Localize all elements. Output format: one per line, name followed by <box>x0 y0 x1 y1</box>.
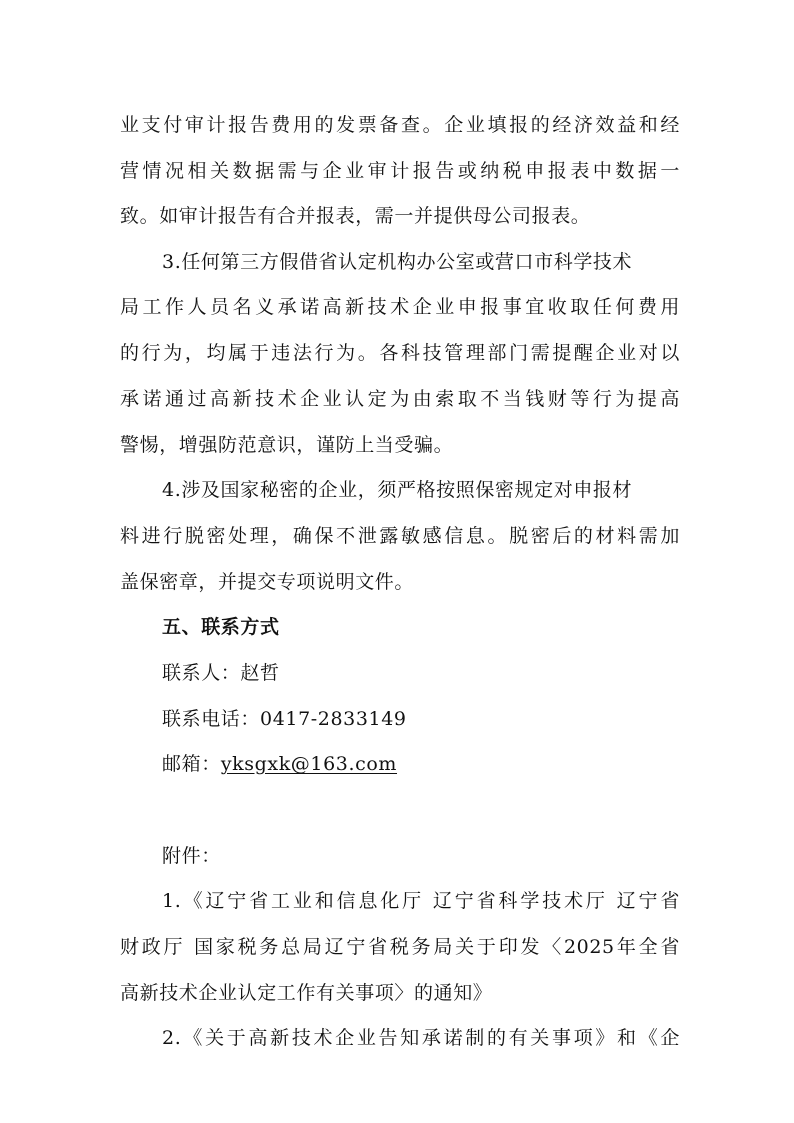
attachments-heading: 附件： <box>162 845 221 867</box>
paragraph-line: 盖保密章，并提交专项说明文件。 <box>120 571 415 593</box>
paragraph-line: 3.任何第三方假借省认定机构办公室或营口市科学技术 <box>162 251 633 273</box>
attachment-line: 1.《辽宁省工业和信息化厅 辽宁省科学技术厅 辽宁省 <box>162 890 680 912</box>
paragraph-line: 业支付审计报告费用的发票备查。企业填报的经济效益和经 <box>120 114 680 136</box>
contact-email-row <box>162 752 562 776</box>
email-label: 邮箱： <box>162 753 221 775</box>
paragraph-line: 警惕，增强防范意识，谨防上当受骗。 <box>120 434 454 456</box>
paragraph-line: 局工作人员名义承诺高新技术企业申报事宜收取任何费用 <box>120 296 680 318</box>
email-link[interactable]: yksgxk@163.com <box>220 753 398 775</box>
paragraph-line: 致。如审计报告有合并报表，需一并提供母公司报表。 <box>120 205 591 227</box>
contact-phone: 联系电话：0417-2833149 <box>162 708 407 730</box>
paragraph-line: 4.涉及国家秘密的企业，须严格按照保密规定对申报材 <box>162 479 633 501</box>
attachment-line: 2.《关于高新技术企业告知承诺制的有关事项》和《企 <box>162 1027 680 1049</box>
section-heading-contact: 五、联系方式 <box>162 616 280 638</box>
paragraph-line: 的行为，均属于违法行为。各科技管理部门需提醒企业对以 <box>120 342 680 364</box>
attachment-line: 财政厅 国家税务总局辽宁省税务局关于印发〈2025年全省 <box>120 936 680 958</box>
paragraph-line: 承诺通过高新技术企业认定为由索取不当钱财等行为提高 <box>120 388 680 410</box>
paragraph-line: 营情况相关数据需与企业审计报告或纳税申报表中数据一 <box>120 160 680 182</box>
contact-person: 联系人：赵哲 <box>162 662 280 684</box>
paragraph-line: 料进行脱密处理，确保不泄露敏感信息。脱密后的材料需加 <box>120 525 680 547</box>
attachment-line: 高新技术企业认定工作有关事项〉的通知》 <box>120 982 493 1004</box>
